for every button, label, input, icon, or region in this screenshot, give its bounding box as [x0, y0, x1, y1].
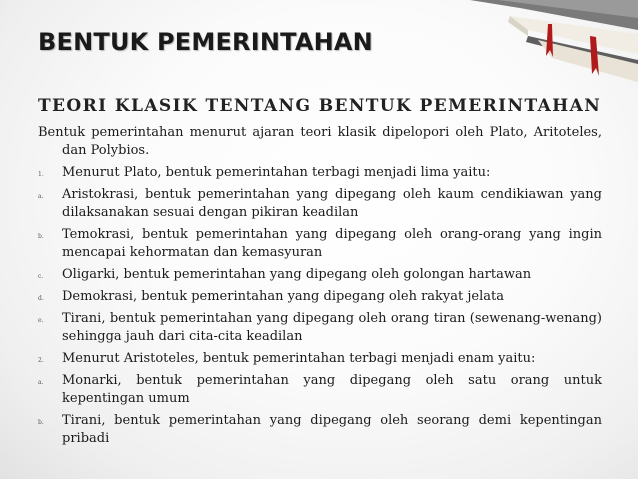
- list-item-text: Monarki, bentuk pemerintahan yang dipegang oleh satu orang untuk kepentingan umum: [62, 373, 602, 406]
- list-item: [38, 186, 602, 222]
- slide-title: BENTUK PEMERINTAHAN: [38, 28, 373, 56]
- list-item-text: Demokrasi, bentuk pemerintahan yang dipegang oleh rakyat jelata: [62, 289, 504, 304]
- list-item: [38, 372, 602, 408]
- list-item-text: Menurut Plato, bentuk pemerintahan terbagi menjadi lima yaitu:: [62, 165, 491, 180]
- slide-subtitle: TEORI KLASIK TENTANG BENTUK PEMERINTAHAN: [38, 96, 602, 116]
- list-item-text: Menurut Aristoteles, bentuk pemerintahan terbagi menjadi enam yaitu:: [62, 351, 536, 366]
- list-item: [38, 412, 602, 448]
- list-marker: d.: [38, 295, 44, 302]
- intro-paragraph: Bentuk pemerintahan menurut ajaran teori klasik dipelopori oleh Plato, Aritoteles, dan Polybios.: [38, 125, 602, 158]
- list-item-text: Oligarki, bentuk pemerintahan yang dipegang oleh golongan hartawan: [62, 267, 532, 282]
- list-item-text: Temokrasi, bentuk pemerintahan yang dipegang oleh orang-orang yang ingin mencapai kehormatan dan kemasyuran: [62, 227, 602, 260]
- list-item: [38, 164, 602, 182]
- list-item: [38, 226, 602, 262]
- list-item-text: Aristokrasi, bentuk pemerintahan yang dipegang oleh kaum cendikiawan yang dilaksanakan sesuai dengan pikiran keadilan: [62, 187, 602, 220]
- list-item: [38, 310, 602, 346]
- list-marker: 1.: [38, 171, 44, 178]
- list-item: [38, 288, 602, 306]
- list-item: [38, 350, 602, 368]
- book-stack-icon: [470, 0, 638, 82]
- list-marker: b.: [38, 233, 44, 240]
- list-item: [38, 266, 602, 284]
- list-marker: c.: [38, 273, 44, 280]
- list-marker: b.: [38, 419, 44, 426]
- slide-content: [38, 124, 602, 452]
- list-item-text: Tirani, bentuk pemerintahan yang dipegang oleh orang tiran (sewenang-wenang) sehingga jauh dari cita-cita keadilan: [62, 311, 602, 344]
- list-marker: e.: [38, 317, 44, 324]
- list-marker: 2.: [38, 357, 44, 364]
- list-marker: a.: [38, 379, 44, 386]
- list-item-text: Tirani, bentuk pemerintahan yang dipegang oleh seorang demi kepentingan pribadi: [62, 413, 602, 446]
- list-marker: a.: [38, 193, 44, 200]
